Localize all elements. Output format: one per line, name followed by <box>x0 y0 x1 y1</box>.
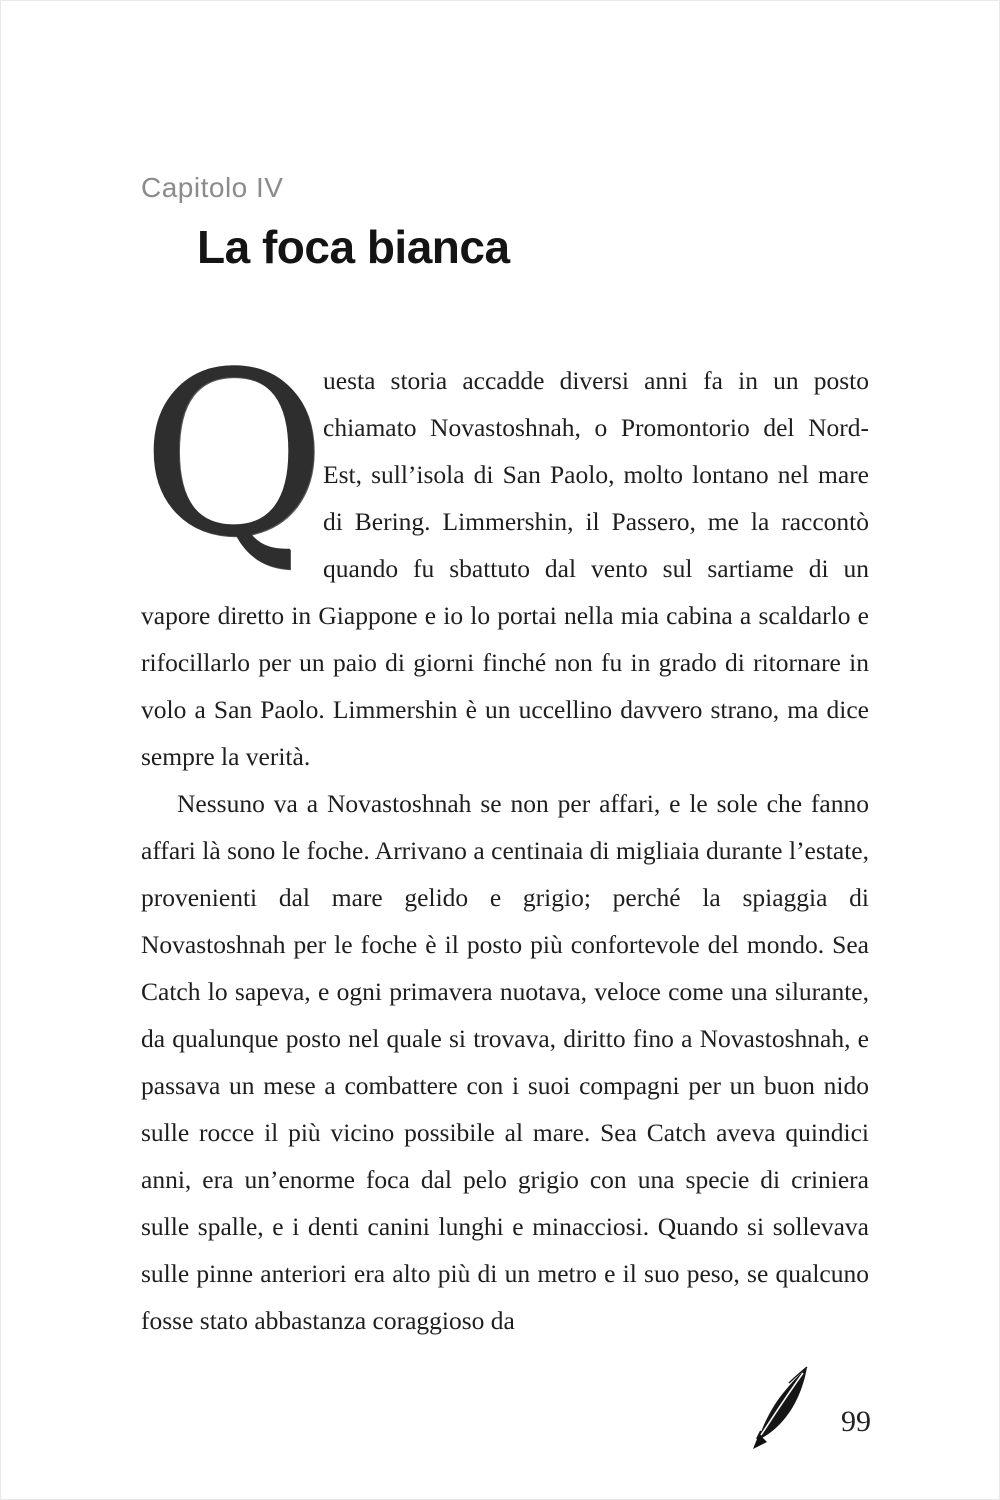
page-number: 99 <box>841 1405 871 1438</box>
quill-icon <box>745 1365 811 1455</box>
chapter-label: Capitolo IV <box>141 172 284 203</box>
paragraph-text: uesta storia accadde diversi anni fa in un posto chiamato Novastoshnah, o Promontorio del Nord-Est, sull’isola di San Paolo, molto lontano nel mare di Bering. Limmershin, il Passero, me la raccontò quando fu sbattuto dal vento sul sartiame di un vapore diretto in Giappone e io lo portai nella mia cabina a scaldarlo e rifocillarlo per un paio di giorni finché non fu in grado di ritornare in volo a San Paolo. Limmershin è un uccellino davvero strano, ma dice sempre la verità. <box>141 366 869 771</box>
drop-cap: Q <box>141 324 327 587</box>
page-footer <box>745 1365 871 1455</box>
chapter-title: La foca bianca <box>197 221 510 273</box>
page-content <box>141 171 869 1344</box>
paragraph-first <box>141 324 869 780</box>
body-text <box>141 324 869 1344</box>
paragraph-second: Nessuno va a Novastoshnah se non per affari, e le sole che fanno affari là sono le foche. Arrivano a centinaia di migliaia durante l’estate, provenienti dal mare gelido e grigio; perché la spiaggia di Novastoshnah per le foche è il posto più confortevole del mondo. Sea Catch lo sapeva, e ogni primavera nuotava, veloce come una silurante, da qualunque posto nel quale si trovava, diritto fino a Novastoshnah, e passava un mese a combattere con i suoi compagni per un buon nido sulle rocce il più vicino possibile al mare. Sea Catch aveva quindici anni, era un’enorme foca dal pelo grigio con una specie di criniera sulle spalle, e i denti canini lunghi e minacciosi. Quando si sollevava sulle pinne anteriori era alto più di un metro e il suo peso, se qualcuno fosse stato abbastanza coraggioso da <box>141 789 869 1335</box>
